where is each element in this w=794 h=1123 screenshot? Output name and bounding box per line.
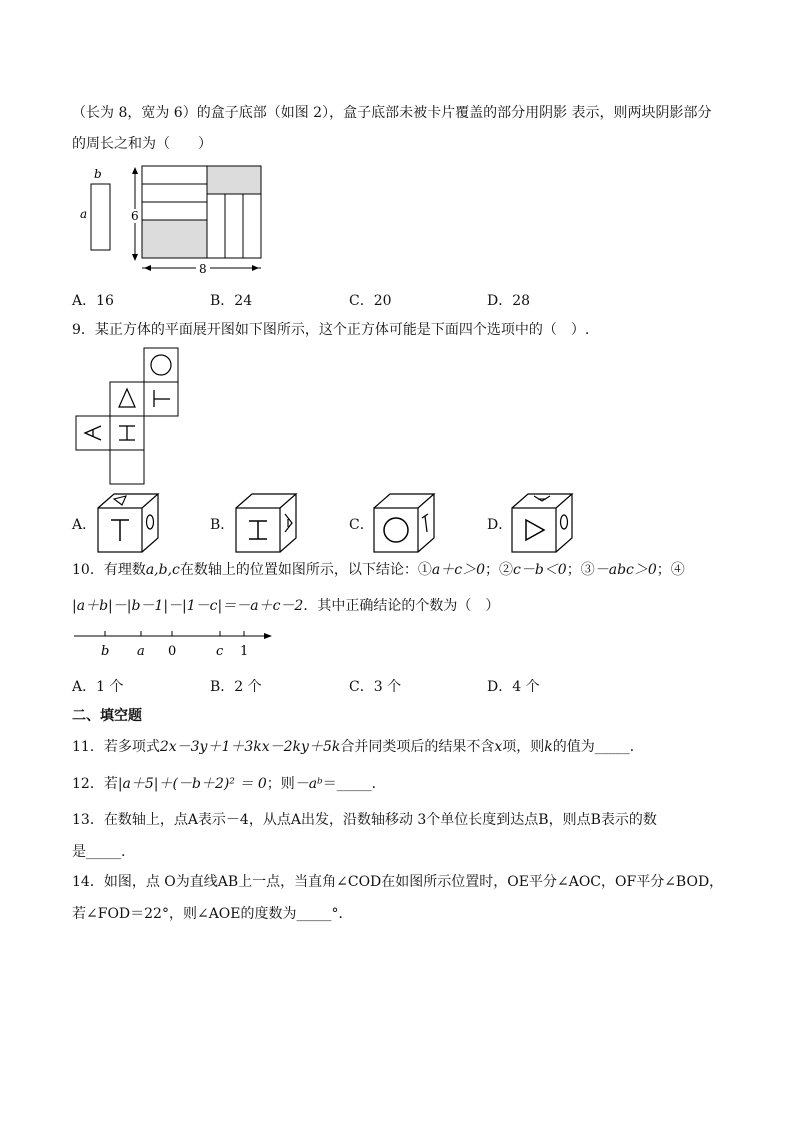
q10-option-a: A．1 个 (72, 679, 124, 695)
q12-text: 12．若|a＋5|＋(－b＋2)² ＝ 0；则－aᵇ＝_____． (72, 776, 386, 792)
q10-option-c: C．3 个 (349, 679, 402, 695)
q8-option-a: A．16 (72, 293, 114, 309)
circle-icon (147, 515, 154, 529)
triangle-icon (526, 520, 544, 540)
q8-option-b: B．24 (210, 293, 253, 309)
card-side-label: a (80, 207, 88, 221)
q9-option-b-label: B． (210, 517, 235, 533)
i-letter-icon (249, 521, 267, 539)
card-rect (91, 184, 110, 250)
q9-option-c-label: C． (349, 517, 374, 533)
q8-option-c: C．20 (349, 293, 392, 309)
triangle-icon (114, 496, 126, 505)
cube-net-figure (72, 346, 182, 488)
circle-icon (151, 355, 171, 375)
q9-stem: 9．某正方体的平面展开图如下图所示，这个正方体可能是下面四个选项中的（ ）. (72, 322, 590, 338)
q14-line2: 若∠FOD＝22°，则∠AOE的度数为_____°． (72, 906, 353, 922)
shaded-region-2 (142, 220, 207, 258)
q8-figure (72, 160, 272, 280)
q13-line2: 是_____. (72, 844, 126, 860)
q10-option-d: D．4 个 (487, 679, 540, 695)
cube-option-c (372, 492, 438, 554)
number-line (72, 628, 278, 662)
q9-option-d-label: D． (487, 517, 513, 533)
q8-option-d: D．28 (487, 293, 531, 309)
a-letter-icon (285, 514, 292, 532)
circle-icon (384, 518, 408, 542)
cube-option-b (234, 492, 300, 554)
width-label: 8 (199, 262, 207, 276)
arrow-right-icon (264, 633, 272, 639)
axis-label-0: 0 (168, 644, 177, 659)
q9-option-a-label: A． (72, 517, 97, 533)
a-letter-icon (85, 426, 101, 440)
axis-label-1: 1 (240, 644, 249, 659)
q8-text-line2: 的周长之和为（ ） (72, 136, 212, 152)
t-letter-icon (422, 514, 428, 532)
q10-option-b: B．2 个 (210, 679, 262, 695)
height-label: 6 (131, 209, 139, 223)
t-letter-icon (111, 520, 129, 541)
q14-line1: 14．如图，点 O为直线AB上一点，当直角∠COD在如图所示位置时，OE平分∠AOC，OF平分∠BOD， (72, 874, 724, 890)
triangle-icon (119, 389, 135, 407)
q10-line2: |a＋b|－|b－1|－|1－c|＝－a＋c－2．其中正确结论的个数为（ ） (72, 598, 500, 614)
a-letter-icon (534, 496, 550, 501)
cube-option-a (96, 492, 162, 554)
circle-icon (561, 515, 568, 529)
q13-line1: 13．在数轴上，点A表示－4，从点A出发，沿数轴移动 3个单位长度到达点B，则点B表示的数 (72, 812, 657, 828)
card-top-label: b (94, 167, 102, 181)
axis-label-c: c (216, 644, 224, 659)
section-heading: 二、填空题 (72, 708, 142, 724)
axis-label-b: b (101, 644, 110, 659)
shaded-region-1 (207, 166, 261, 194)
q10-line1: 10．有理数a,b,c在数轴上的位置如图所示，以下结论：①a＋c＞0；②c－b＜0；③－abc＞0；④ (72, 562, 685, 578)
q8-text-line1: （长为 8，宽为 6）的盒子底部（如图 2），盒子底部未被卡片覆盖的部分用阴影 表示，则两块阴影部分 (72, 105, 712, 121)
cube-option-d (510, 492, 576, 554)
t-letter-icon (154, 390, 170, 407)
q11-text: 11．若多项式2x－3y＋1＋3kx－2ky＋5k合并同类项后的结果不含x项，则k的值为_____． (72, 739, 644, 755)
axis-label-a: a (137, 644, 145, 659)
i-letter-icon (119, 426, 135, 440)
